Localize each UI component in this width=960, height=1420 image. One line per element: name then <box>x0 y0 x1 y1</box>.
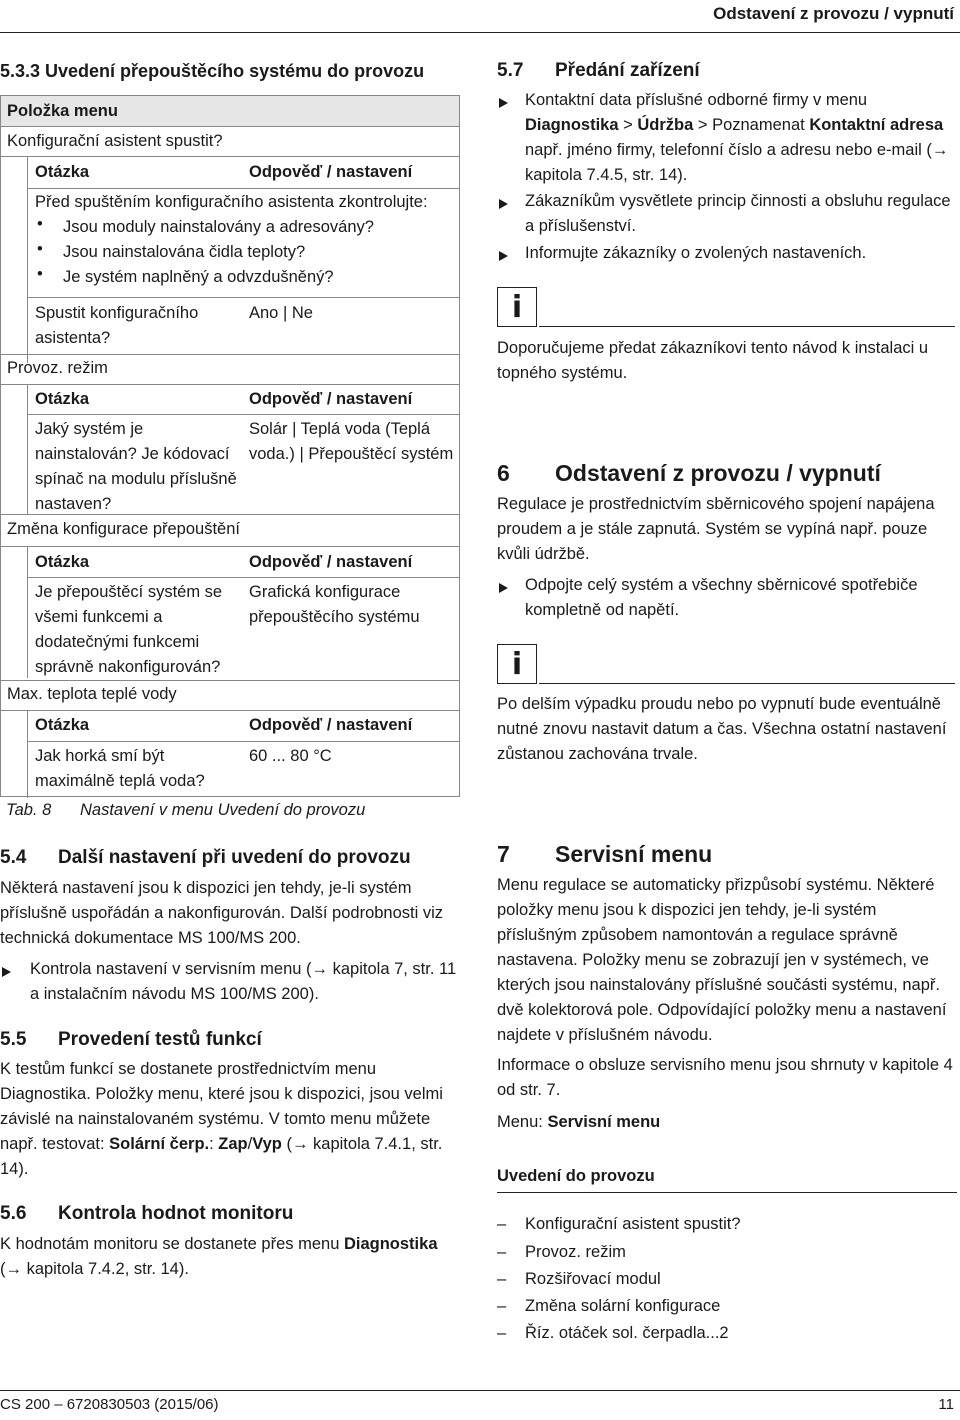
section-5-5-number: 5.5 <box>0 1029 27 1050</box>
section-5-4-bullet: Kontrola nastavení v servisním menu (→ kapitola 7, str. 11 a instalačním návodu MS 100/MS 200). <box>30 960 457 1003</box>
menu-item-bypass-config: Změna konfigurace přepouštění <box>7 520 240 538</box>
question-system-type: Jaký systém je nainstalován? Je kódovací spínač na modulu příslušně nastaven? <box>35 420 237 513</box>
dash: – <box>497 1243 507 1261</box>
handover-bullet-inform: Informujte zákazníky o zvolených nastaveních. <box>525 244 867 262</box>
question-header: Otázka <box>35 716 90 734</box>
bullet: • <box>37 240 43 258</box>
check-item-sensors: Jsou nainstalována čidla teploty? <box>63 243 306 261</box>
dash: – <box>497 1324 507 1342</box>
section-5-5-title: Provedení testů funkcí <box>58 1029 262 1050</box>
question-max-temp: Jak horká smí být maximálně teplá voda? <box>35 747 205 790</box>
check-item-filled: Je systém naplněný a odvzdušněný? <box>63 268 334 286</box>
dash: – <box>497 1297 507 1315</box>
answer-header: Odpověď / nastavení <box>249 553 413 571</box>
menu-item-config-assistant: Konfigurační asistent spustit? <box>7 132 223 150</box>
subsection-heading: Uvedení do provozu <box>497 1167 655 1185</box>
chapter-7-title: Servisní menu <box>555 841 713 867</box>
question-header: Otázka <box>35 553 90 571</box>
handover-bullet-contact: Kontaktní data příslušné odborné firmy v menu Diagnostika > Údržba > Poznamenat Kontaktní adresa např. jméno firmy, telefonní číslo a adresu nebo e-mail (→ kapitola 7.4.5, str. 14). <box>525 91 949 184</box>
question-bypass-config: Je přepouštěcí systém se všemi funkcemi a dodatečnými funkcemi správně nakonfigurován? <box>35 583 223 676</box>
info-rule <box>539 683 955 684</box>
info-rule <box>539 326 955 327</box>
chapter-7-number: 7 <box>497 841 510 867</box>
bullet-arrow-icon <box>499 196 508 214</box>
question-start-assistant: Spustit konfiguračního asistenta? <box>35 304 199 347</box>
dash: – <box>497 1270 507 1288</box>
list-item: Změna solární konfigurace <box>525 1297 721 1315</box>
section-5-7-number: 5.7 <box>497 60 524 81</box>
check-item-modules: Jsou moduly nainstalovány a adresovány? <box>63 218 374 236</box>
info-icon: i <box>497 287 537 327</box>
chapter-7-text: Menu regulace se automaticky přizpůsobí systému. Některé položky menu jsou k dispozici jen tehdy, je-li systém příslušným způsobem namontován a regulace správně nastavena. Položky menu se zobrazují jen v systémech, ve kterých jsou nainstalovány příslušné součásti systému, např. dvě kolektorová pole. Odpovídající položky menu a nastavení najdete v příslušném návodu. <box>497 876 947 1044</box>
menu-item-operation-mode: Provoz. režim <box>7 359 108 377</box>
section-5-4-text: Některá nastavení jsou k dispozici jen tehdy, je-li systém příslušně uspořádán a nakonfigurován. Další podrobnosti viz technická dokumentace MS 100/MS 200. <box>0 879 444 947</box>
info-note-power-outage: Po delším výpadku proudu nebo po vypnutí bude eventuálně nutné znovu nastavit datum a čas. Všechna ostatní nastavení zůstanou zachována trvale. <box>497 695 947 763</box>
bullet: • <box>37 265 43 283</box>
answer-header: Odpověď / nastavení <box>249 390 413 408</box>
page-number: 11 <box>938 1396 954 1413</box>
header-rule <box>0 32 960 33</box>
chapter-6-title: Odstavení z provozu / vypnutí <box>555 460 881 486</box>
subsection-rule <box>497 1192 957 1193</box>
table-head-label: Položka menu <box>7 102 118 120</box>
handover-bullet-explain: Zákazníkům vysvětlete princip činnosti a obsluhu regulace a příslušenství. <box>525 192 951 235</box>
section-5-5-text: K testům funkcí se dostanete prostřednictvím menu Diagnostika. Položky menu, které jsou k dispozici, jsou velmi závislé na nainstalovaném systému. V tomto menu můžete např. testovat: Solární čerp.: Zap/Vyp (→ kapitola 7.4.1, str. 14). <box>0 1060 443 1178</box>
table-caption-number: Tab. 8 <box>6 801 52 819</box>
list-item: Říz. otáček sol. čerpadla...2 <box>525 1324 729 1342</box>
section-5-6-number: 5.6 <box>0 1203 27 1224</box>
dash: – <box>497 1215 507 1233</box>
chapter-6-text: Regulace je prostřednictvím sběrnicového spojení napájena proudem a je stále zapnutá. Systém se vypíná např. pouze kvůli údržbě. <box>497 495 935 563</box>
running-header: Odstavení z provozu / vypnutí <box>713 4 954 23</box>
question-header: Otázka <box>35 390 90 408</box>
section-5-7-title: Předání zařízení <box>555 60 700 81</box>
bullet-arrow-icon <box>499 95 508 113</box>
answer-header: Odpověď / nastavení <box>249 716 413 734</box>
section-5-4-title: Další nastavení při uvedení do provozu <box>58 847 411 868</box>
list-item: Rozšiřovací modul <box>525 1270 661 1288</box>
list-item: Provoz. režim <box>525 1243 626 1261</box>
answer-system-type: Solár | Teplá voda (Teplá voda.) | Přepouštěcí systém <box>249 420 454 463</box>
info-note-handover: Doporučujeme předat zákazníkovi tento návod k instalaci u topného systému. <box>497 339 929 382</box>
footer-rule <box>0 1390 960 1391</box>
section-5-6-title: Kontrola hodnot monitoru <box>58 1203 294 1224</box>
check-intro: Před spuštěním konfiguračního asistenta zkontrolujte: <box>35 193 428 211</box>
footer-doc-id: CS 200 – 6720830503 (2015/06) <box>0 1396 219 1413</box>
menu-item-max-hot-water: Max. teplota teplé vody <box>7 685 177 703</box>
answer-max-temp: 60 ... 80 °C <box>249 747 332 765</box>
table-caption: Nastavení v menu Uvedení do provozu <box>80 801 366 819</box>
section-5-3-3-title: 5.3.3 Uvedení přepouštěcího systému do provozu <box>0 61 425 81</box>
section-5-4-number: 5.4 <box>0 847 27 868</box>
bullet-arrow-icon <box>499 248 508 266</box>
info-icon: i <box>497 644 537 684</box>
question-header: Otázka <box>35 163 90 181</box>
settings-table <box>0 95 460 797</box>
list-item: Konfigurační asistent spustit? <box>525 1215 741 1233</box>
menu-path: Menu: Servisní menu <box>497 1113 661 1131</box>
chapter-6-number: 6 <box>497 460 510 486</box>
bullet-arrow-icon <box>499 580 508 598</box>
bullet: • <box>37 215 43 233</box>
answer-bypass-config: Grafická konfigurace přepouštěcího systému <box>249 583 420 626</box>
section-5-6-text: K hodnotám monitoru se dostanete přes menu Diagnostika (→ kapitola 7.4.2, str. 14). <box>0 1235 438 1278</box>
chapter-7-text-2: Informace o obsluze servisního menu jsou shrnuty v kapitole 4 od str. 7. <box>497 1056 953 1099</box>
bullet-arrow-icon <box>2 964 11 982</box>
chapter-6-bullet: Odpojte celý systém a všechny sběrnicové spotřebiče kompletně od napětí. <box>525 576 918 619</box>
answer-yes-no: Ano | Ne <box>249 304 313 322</box>
answer-header: Odpověď / nastavení <box>249 163 413 181</box>
